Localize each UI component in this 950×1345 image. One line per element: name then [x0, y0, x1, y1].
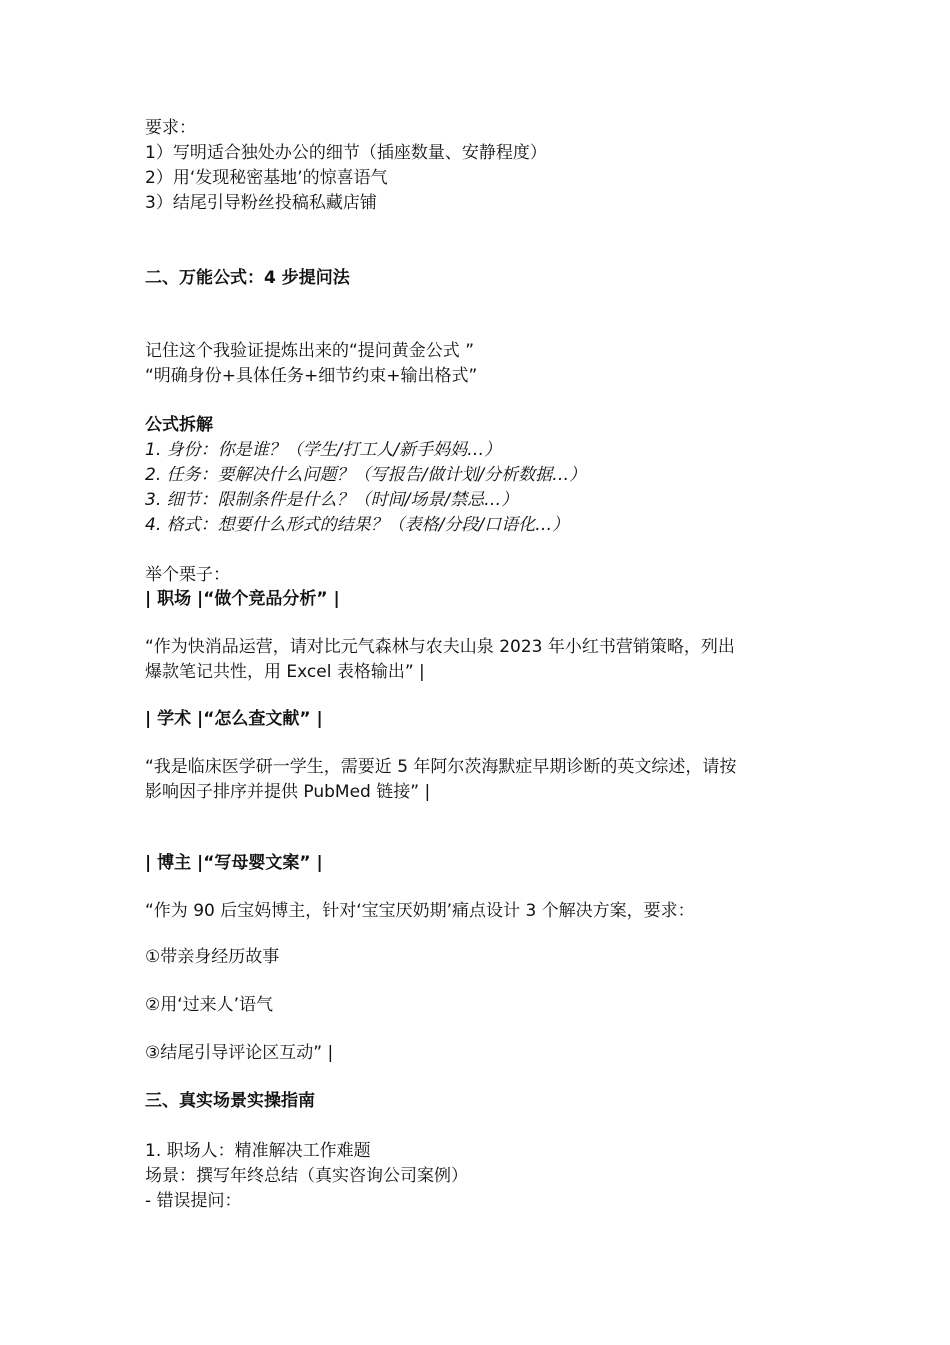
breakdown-title: 公式拆解: [145, 415, 213, 435]
wrong-question-label: - 错误提问：: [145, 1191, 242, 1211]
breakdown-item: 1. 身份：你是谁？（学生/打工人/新手妈妈…）: [145, 440, 502, 460]
example-text-line: “我是临床医学研一学生，需要近 5 年阿尔茨海默症早期诊断的英文综述，请按: [145, 757, 737, 777]
breakdown-item: 2. 任务：要解决什么问题？（写报告/做计划/分析数据…）: [145, 465, 587, 485]
example-text-line: 爆款笔记共性，用 Excel 表格输出” |: [145, 662, 425, 682]
requirement-item: 3）结尾引导粉丝投稿私藏店铺: [145, 193, 377, 213]
example-text-line: ①带亲身经历故事: [145, 947, 280, 967]
breakdown-item: 3. 细节：限制条件是什么？（时间/场景/禁忌…）: [145, 490, 519, 510]
example-text-line: ③结尾引导评论区互动” |: [145, 1043, 334, 1063]
breakdown-item: 4. 格式：想要什么形式的结果？（表格/分段/口语化…）: [145, 515, 570, 535]
example-label-academic: | 学术 |“怎么查文献” |: [145, 709, 323, 729]
example-label-workplace: | 职场 |“做个竞品分析” |: [145, 589, 340, 609]
section-2-title: 二、万能公式：4 步提问法: [145, 268, 350, 288]
requirements-heading: 要求：: [145, 118, 196, 138]
scenario-description: 场景：撰写年终总结（真实咨询公司案例）: [145, 1166, 468, 1186]
scenario-item-title: 1. 职场人：精准解决工作难题: [145, 1141, 371, 1161]
example-text-line: ②用‘过来人’语气: [145, 995, 274, 1015]
requirement-item: 2）用‘发现秘密基地’的惊喜语气: [145, 168, 388, 188]
section-3-title: 三、真实场景实操指南: [145, 1091, 315, 1111]
formula-text: “明确身份+具体任务+细节约束+输出格式”: [145, 366, 478, 386]
example-text-line: “作为快消品运营，请对比元气森林与农夫山泉 2023 年小红书营销策略，列出: [145, 637, 735, 657]
example-text-line: 影响因子排序并提供 PubMed 链接” |: [145, 782, 431, 802]
formula-intro: 记住这个我验证提炼出来的“提问黄金公式 ”: [145, 341, 475, 361]
example-text-line: “作为 90 后宝妈博主，针对‘宝宝厌奶期’痛点设计 3 个解决方案，要求：: [145, 901, 695, 921]
example-intro: 举个栗子：: [145, 565, 230, 585]
example-label-blogger: | 博主 |“写母婴文案” |: [145, 853, 323, 873]
requirement-item: 1）写明适合独处办公的细节（插座数量、安静程度）: [145, 143, 547, 163]
